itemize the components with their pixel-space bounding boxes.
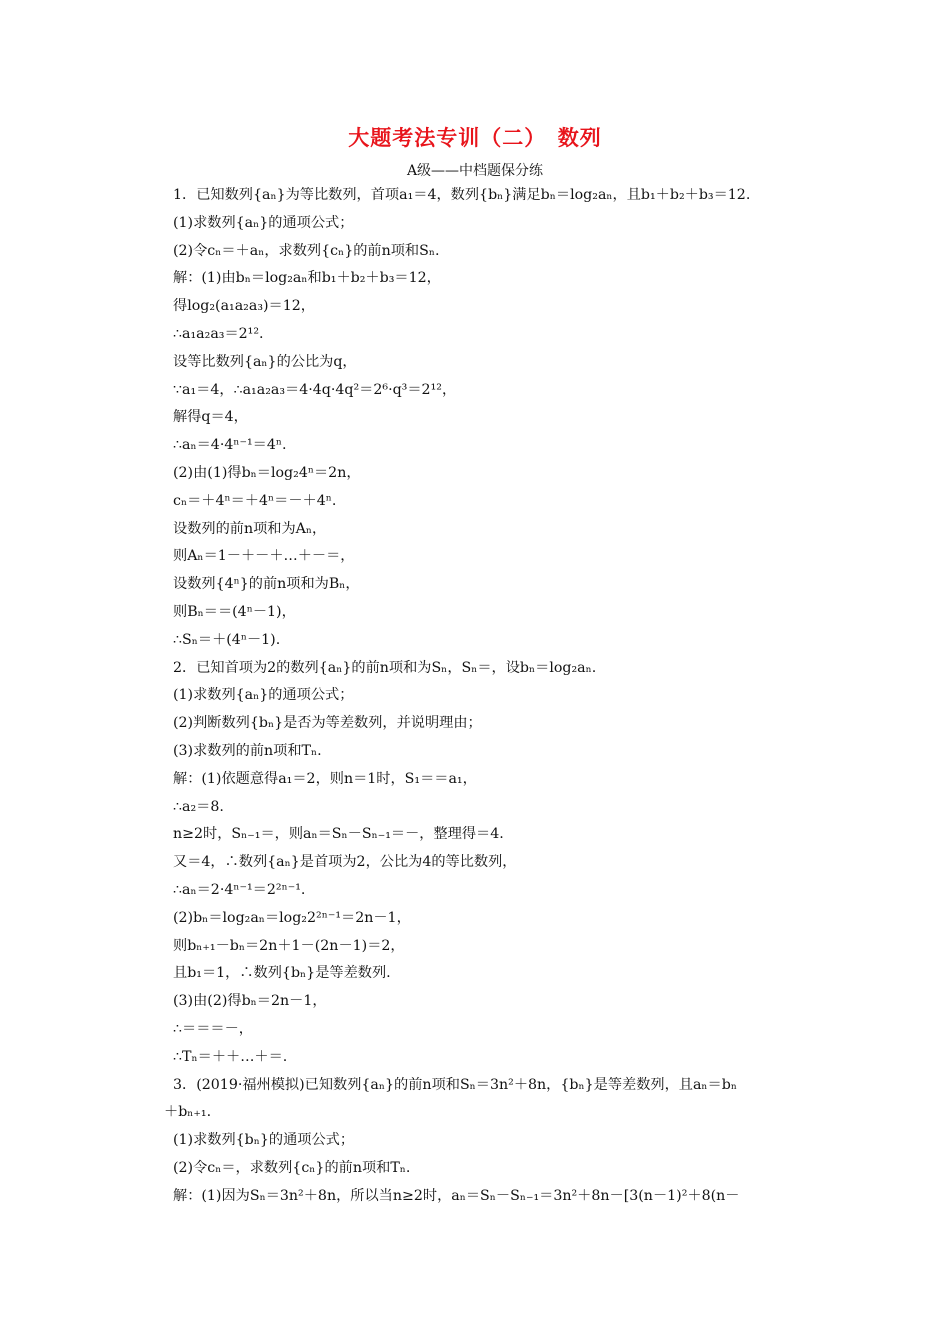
text-line: 且b₁＝1，∴数列{bₙ}是等差数列. [173,965,391,982]
text-line: 则Bₙ＝＝(4ⁿ－1)， [173,603,296,620]
text-line: ∴a₁a₂a₃＝2¹². [173,325,264,342]
page-title: 大题考法专训（二） 数列 [348,126,602,150]
text-line: 又＝4，∴数列{aₙ}是首项为2，公比为4的等比数列， [173,854,517,871]
text-line: (2)由(1)得bₙ＝log₂4ⁿ＝2n， [173,464,361,481]
text-line: (3)求数列的前n项和Tₙ. [173,742,322,759]
text-line: ∴a₂＝8. [173,798,224,815]
text-line: (1)求数列{aₙ}的通项公式； [173,214,354,231]
text-line: 则Aₙ＝1－＋－＋…＋－＝， [173,548,355,565]
text-line: 得log₂(a₁a₂a₃)＝12， [173,298,315,315]
text-line: (2)bₙ＝log₂aₙ＝log₂2²ⁿ⁻¹＝2n－1， [173,909,411,926]
text-line: 解得q＝4， [173,409,248,426]
text-line: 1．已知数列{aₙ}为等比数列，首项a₁＝4，数列{bₙ}满足bₙ＝log₂aₙ，且b₁＋b₂＋b₃＝12. [173,187,751,203]
text-line: 解：(1)因为Sₙ＝3n²＋8n，所以当n≥2时，aₙ＝Sₙ－Sₙ₋₁＝3n²＋8n－[3(n－1)²＋8(n－ [173,1187,740,1204]
text-line: 设等比数列{aₙ}的公比为q， [173,353,357,370]
text-line: (1)求数列{aₙ}的通项公式； [173,687,354,704]
document-body [164,182,823,1210]
text-line: ∴Tₙ＝＋＋…＋＝. [173,1048,288,1065]
text-line: 设数列的前n项和为Aₙ， [173,520,327,537]
section-subtitle: A级——中档题保分练 [406,163,544,179]
text-line: 2．已知首项为2的数列{aₙ}的前n项和为Sₙ，Sₙ＝，设bₙ＝log₂aₙ. [173,659,597,676]
text-line: cₙ＝＋4ⁿ＝＋4ⁿ＝－＋4ⁿ. [173,492,337,509]
text-line: (2)判断数列{bₙ}是否为等差数列，并说明理由； [173,715,482,732]
text-line: (3)由(2)得bₙ＝2n－1， [173,993,327,1010]
text-line: ＋bₙ₊₁. [164,1104,212,1121]
text-line: 解：(1)依题意得a₁＝2，则n＝1时，S₁＝＝a₁， [173,770,477,787]
text-line: (2)令cₙ＝＋aₙ，求数列{cₙ}的前n项和Sₙ. [173,242,440,259]
text-line: ∴aₙ＝4·4ⁿ⁻¹＝4ⁿ. [173,437,287,454]
text-line: ∴Sₙ＝＋(4ⁿ－1). [173,631,281,648]
text-line: (1)求数列{bₙ}的通项公式； [173,1132,355,1149]
text-line: 3．(2019·福州模拟)已知数列{aₙ}的前n项和Sₙ＝3n²＋8n，{bₙ}是等差数列，且aₙ＝bₙ [173,1076,737,1093]
text-line: n≥2时，Sₙ₋₁＝，则aₙ＝Sₙ－Sₙ₋₁＝－，整理得＝4. [173,826,504,843]
text-line: 解：(1)由bₙ＝log₂aₙ和b₁＋b₂＋b₃＝12， [173,270,441,287]
text-line: ∴aₙ＝2·4ⁿ⁻¹＝2²ⁿ⁻¹. [173,881,306,898]
text-line: 设数列{4ⁿ}的前n项和为Bₙ， [173,576,360,593]
text-line: ∵a₁＝4，∴a₁a₂a₃＝4·4q·4q²＝2⁶·q³＝2¹²， [173,381,457,398]
text-line: 则bₙ₊₁－bₙ＝2n＋1－(2n－1)＝2， [173,937,405,954]
text-line: (2)令cₙ＝，求数列{cₙ}的前n项和Tₙ. [173,1159,411,1176]
text-line: ∴＝＝＝－， [173,1020,253,1037]
